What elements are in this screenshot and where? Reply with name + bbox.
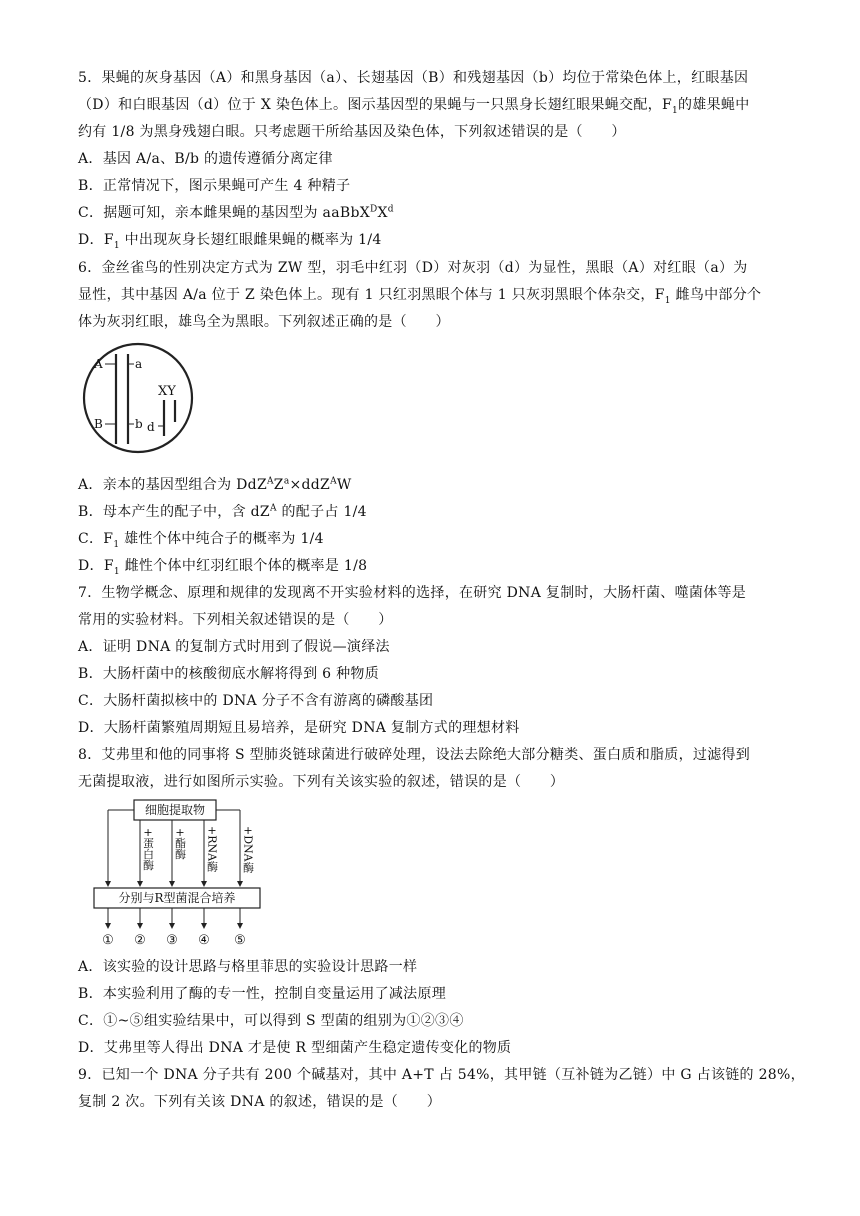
q5-line-3: 约有 1/8 为黑身残翅白眼。只考虑题干所给基因及染色体，下列叙述错误的是（ ）: [78, 124, 626, 140]
q6-option-a: A．亲本的基因型组合为 $DdZ^AZ^a\times ddZ^AW$: [78, 476, 352, 493]
mix-culture-label: 分别与R型菌混合培养: [118, 891, 236, 905]
enzyme-label-rnase: +RNA酶: [205, 826, 219, 873]
q9-line-1: 9．已知一个 DNA 分子共有 200 个碱基对，其中 A+T 占 54%，其甲链（互补链为乙链）中 G 占该链的 28%，: [78, 1067, 805, 1083]
gene-label-d: d: [147, 420, 155, 434]
gene-label-A: A: [94, 357, 103, 371]
q8-option-c: C．①~⑤组实验结果中，可以得到 S 型菌的组别为①②③④: [78, 1013, 464, 1029]
q6-option-d: D．$F_1$ 雌性个体中红羽红眼个体的概率是 1/8: [78, 558, 368, 577]
q5-option-c: C．据题可知，亲本雌果蝇的基因型为 $aaBbX^DX^d$: [78, 204, 394, 221]
q7-option-a: A．证明 DNA 的复制方式时用到了假说—演绎法: [78, 639, 390, 655]
q8-line-2: 无菌提取液，进行如图所示实验。下列有关该实验的叙述，错误的是（ ）: [78, 774, 565, 790]
group-label-4: ④: [198, 933, 210, 948]
gene-label-B: B: [94, 417, 103, 431]
enzyme-label-protease: +蛋白酶: [141, 828, 155, 871]
group-label-2: ②: [134, 933, 146, 948]
q7-line-1: 7．生物学概念、原理和规律的发现离不开实验材料的选择，在研究 DNA 复制时，大肠杆菌、噬菌体等是: [78, 585, 747, 601]
group-label-5: ⑤: [234, 933, 246, 948]
q8-option-d: D．艾弗里等人得出 DNA 才是使 R 型细菌产生稳定遗传变化的物质: [78, 1040, 512, 1056]
gene-label-b: b: [135, 417, 143, 431]
group-label-1: ①: [102, 933, 114, 948]
q5-line-2: （D）和白眼基因（d）位于 X 染色体上。图示基因型的果蝇与一只黑身长翅红眼果蝇交配，$F_1$的雄果蝇中: [78, 97, 750, 116]
q6-line-3: 体为灰羽红眼，雄鸟全为黑眼。下列叙述正确的是（ ）: [78, 314, 450, 330]
q6-option-b: B．母本产生的配子中，含 $dZ^A$ 的配子占 1/4: [78, 503, 367, 520]
xy-label: XY: [158, 384, 176, 399]
q5-option-b: B．正常情况下，图示果蝇可产生 4 种精子: [78, 178, 351, 194]
q5-option-a: A．基因 A/a、B/b 的遗传遵循分离定律: [78, 151, 333, 167]
q6-option-c: C．$F_1$ 雄性个体中纯合子的概率为 1/4: [78, 531, 324, 550]
q6-line-2: 显性，其中基因 A/a 位于 Z 染色体上。现有 1 只红羽黑眼个体与 1 只灰羽黑眼个体杂交，$F_1$ 雌鸟中部分个: [78, 287, 762, 306]
q7-option-b: B．大肠杆菌中的核酸彻底水解将得到 6 种物质: [78, 666, 379, 682]
q7-line-2: 常用的实验材料。下列相关叙述错误的是（ ）: [78, 612, 393, 628]
group-label-3: ③: [166, 933, 178, 948]
q8-line-1: 8．艾弗里和他的同事将 S 型肺炎链球菌进行破碎处理，设法去除绝大部分糖类、蛋白质和脂质，过滤得到: [78, 747, 751, 763]
enzyme-label-esterase: +酯酶: [173, 828, 187, 860]
enzyme-label-dnase: +DNA酶: [241, 826, 255, 873]
cell-extract-label: 细胞提取物: [144, 803, 206, 817]
gene-label-a: a: [135, 357, 143, 371]
q6-line-1: 6．金丝雀鸟的性别决定方式为 ZW 型，羽毛中红羽（D）对灰羽（d）为显性，黑眼（A）对红眼（a）为: [78, 260, 748, 276]
q7-option-c: C．大肠杆菌拟核中的 DNA 分子不含有游离的磷酸基团: [78, 693, 434, 709]
chromosome-figure: [80, 340, 200, 460]
q5-option-d: D．$F_1$ 中出现灰身长翅红眼雌果蝇的概率为 1/4: [78, 232, 382, 251]
q8-option-a: A．该实验的设计思路与格里菲思的实验设计思路一样: [78, 959, 418, 975]
q5-line-1: 5．果蝇的灰身基因（A）和黑身基因（a）、长翅基因（B）和残翅基因（b）均位于常染色体上，红眼基因: [78, 70, 749, 86]
experiment-figure: [88, 798, 272, 950]
q8-option-b: B．本实验利用了酶的专一性，控制自变量运用了减法原理: [78, 986, 447, 1002]
q9-line-2: 复制 2 次。下列有关该 DNA 的叙述，错误的是（ ）: [78, 1094, 441, 1110]
q7-option-d: D．大肠杆菌繁殖周期短且易培养，是研究 DNA 复制方式的理想材料: [78, 720, 520, 736]
